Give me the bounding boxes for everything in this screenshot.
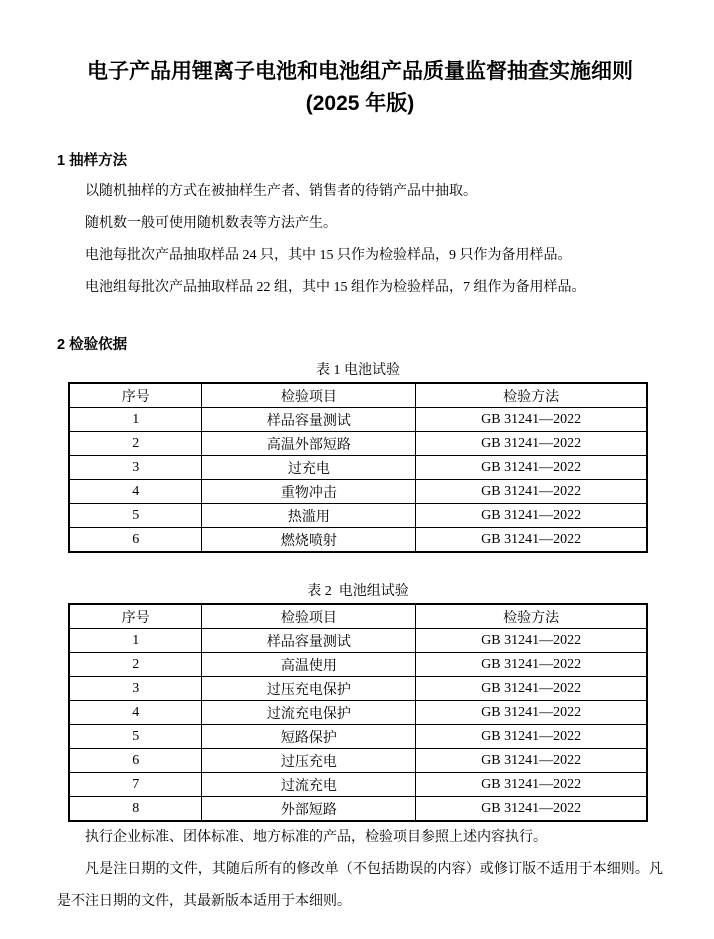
table-cell: GB 31241—2022 [416,749,647,773]
document-title-line2: (2025 年版) [305,92,415,115]
table-row [69,725,647,749]
table-cell: 3 [69,677,202,701]
table-row [69,653,647,677]
table-cell: GB 31241—2022 [416,629,647,653]
table-cell: 短路保护 [202,725,416,749]
note-paragraph-1: 执行企业标准、团体标准、地方标准的产品，检验项目参照上述内容执行。 [85,830,547,845]
table-cell: 4 [69,701,202,725]
table-cell: GB 31241—2022 [416,725,647,749]
table-cell: 6 [69,528,202,553]
table-cell: 样品容量测试 [202,408,416,432]
table-header-row [69,383,647,408]
table-cell: GB 31241—2022 [416,677,647,701]
sampling-paragraph-1: 以随机抽样的方式在被抽样生产者、销售者的待销产品中抽取。 [85,184,477,199]
table-row [69,749,647,773]
table-cell: GB 31241—2022 [416,504,647,528]
table-cell: 5 [69,725,202,749]
table-cell: GB 31241—2022 [416,773,647,797]
column-header: 检验项目 [202,604,416,629]
sampling-paragraph-4: 电池组每批次产品抽取样品 22 组，其中 15 组作为检验样品，7 组作为备用样品。 [85,280,586,295]
table-cell: 2 [69,653,202,677]
table-header-row [69,604,647,629]
table-row [69,677,647,701]
table-cell: GB 31241—2022 [416,432,647,456]
table-cell: 外部短路 [202,797,416,822]
table-row [69,528,647,553]
table-cell: 高温使用 [202,653,416,677]
table-cell: GB 31241—2022 [416,480,647,504]
battery-test-table-block [68,360,648,553]
table-cell: 6 [69,749,202,773]
column-header: 序号 [69,604,202,629]
table-cell: 1 [69,629,202,653]
table-cell: 过流充电保护 [202,701,416,725]
table-row [69,432,647,456]
table-row [69,456,647,480]
table-row [69,480,647,504]
table-cell: 热滥用 [202,504,416,528]
table-cell: GB 31241—2022 [416,456,647,480]
column-header: 序号 [69,383,202,408]
table-row [69,773,647,797]
table-cell: 8 [69,797,202,822]
table-cell: GB 31241—2022 [416,653,647,677]
sampling-paragraph-2: 随机数一般可使用随机数表等方法产生。 [85,216,337,231]
table-cell: GB 31241—2022 [416,528,647,553]
table-cell: GB 31241—2022 [416,408,647,432]
table-row [69,701,647,725]
sampling-paragraph-3: 电池每批次产品抽取样品 24 只，其中 15 只作为检验样品，9 只作为备用样品。 [85,248,572,263]
table-cell: 高温外部短路 [202,432,416,456]
table-cell: 过压充电保护 [202,677,416,701]
column-header: 检验方法 [416,383,647,408]
table-row [69,629,647,653]
table-cell: 5 [69,504,202,528]
battery-pack-test-table [68,603,648,822]
table-cell: 过压充电 [202,749,416,773]
table-cell: 4 [69,480,202,504]
table-cell: 燃烧喷射 [202,528,416,553]
document-title-line1: 电子产品用锂离子电池和电池组产品质量监督抽查实施细则 [87,60,633,83]
table-cell: 1 [69,408,202,432]
table-row [69,504,647,528]
column-header: 检验方法 [416,604,647,629]
table-cell: GB 31241—2022 [416,701,647,725]
table-cell: 3 [69,456,202,480]
table-row [69,797,647,822]
table-cell: 过流充电 [202,773,416,797]
section-1-heading: 1 抽样方法 [57,153,128,169]
battery-pack-test-table-caption: 表 2 电池组试验 [307,584,409,599]
table-cell: GB 31241—2022 [416,797,647,822]
note-paragraph-2: 凡是注日期的文件，其随后所有的修改单（不包括勘误的内容）或修订版不适用于本细则。凡是不注日期的文件，其最新版本适用于本细则。 [57,862,663,909]
battery-test-table [68,382,648,553]
table-cell: 7 [69,773,202,797]
table-cell: 重物冲击 [202,480,416,504]
column-header: 检验项目 [202,383,416,408]
document-title [57,56,663,120]
table-row [69,408,647,432]
table-cell: 2 [69,432,202,456]
table-cell: 过充电 [202,456,416,480]
section-2-heading: 2 检验依据 [57,337,128,353]
table-cell: 样品容量测试 [202,629,416,653]
battery-test-table-caption: 表 1 电池试验 [316,363,400,378]
battery-pack-test-table-block [68,581,648,822]
